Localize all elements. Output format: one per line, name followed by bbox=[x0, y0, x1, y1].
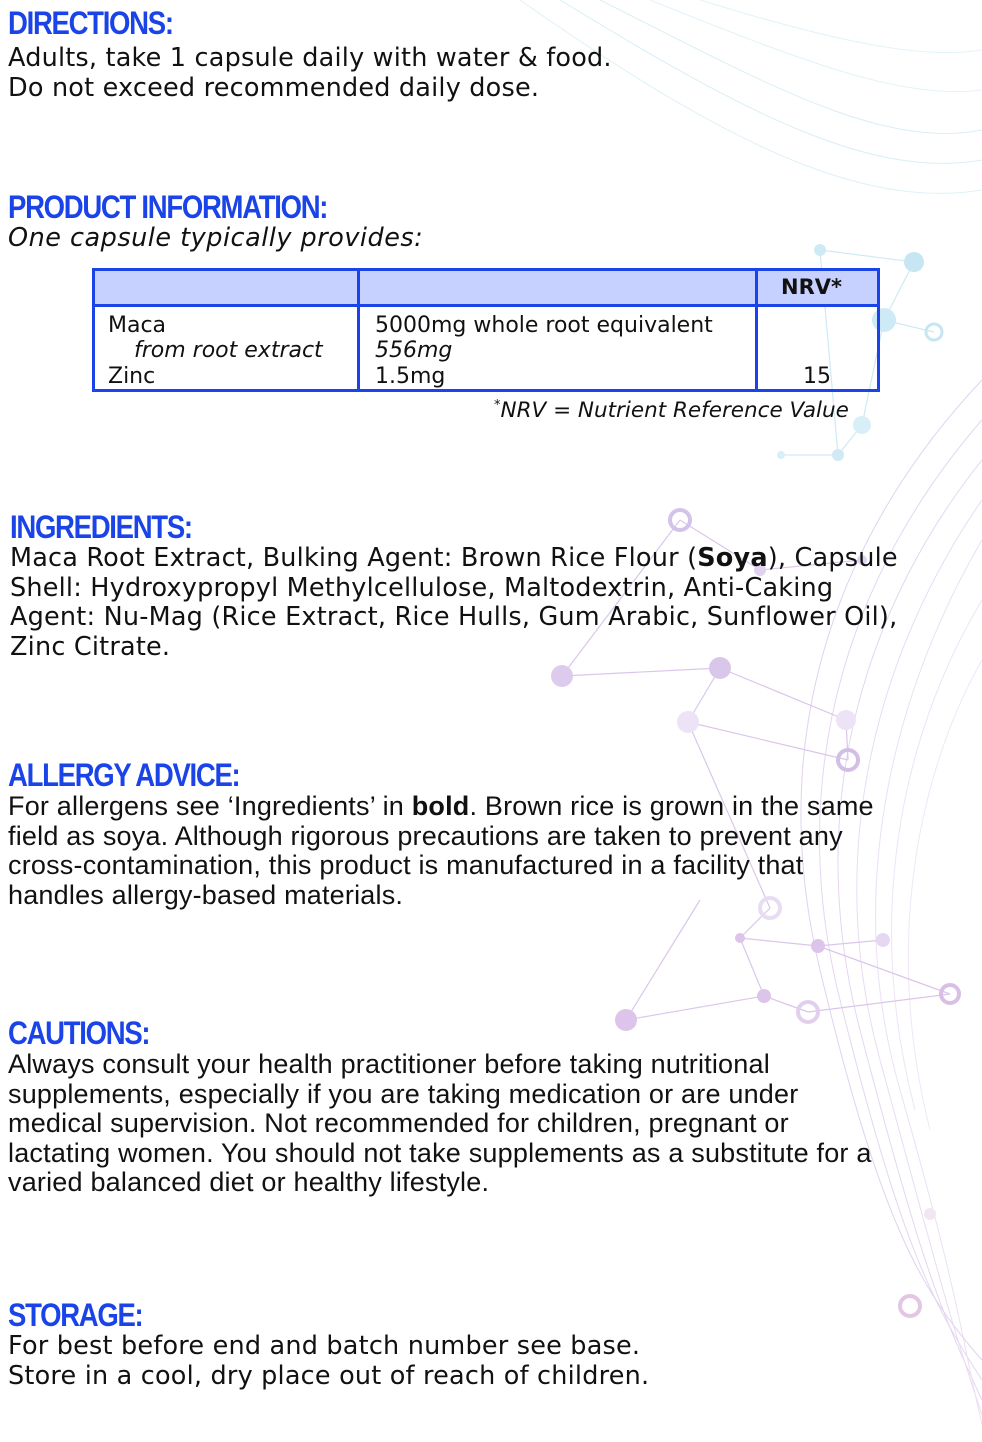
allergy-advice-line: handles allergy-based materials. bbox=[8, 879, 404, 910]
ingredients-section bbox=[10, 510, 898, 662]
ingredients-line: Agent: Nu-Mag (Rice Extract, Rice Hulls, Gum Arabic, Sunflower Oil), bbox=[10, 602, 898, 632]
nutrition-table bbox=[92, 268, 880, 392]
product-information-heading: PRODUCT INFORMATION: bbox=[8, 189, 328, 225]
directions-text bbox=[8, 44, 612, 103]
table-cell-amount: 556mg bbox=[375, 338, 453, 363]
footnote-mark: * bbox=[494, 398, 501, 413]
directions-heading: DIRECTIONS: bbox=[8, 5, 173, 41]
table-cell-amount: 1.5mg bbox=[375, 364, 446, 389]
cautions-heading: CAUTIONS: bbox=[8, 1015, 150, 1051]
storage-text bbox=[8, 1332, 649, 1391]
allergy-advice-line: cross-contamination, this product is manufactured in a facility that bbox=[8, 850, 804, 880]
table-cell-amount: 5000mg whole root equivalent bbox=[375, 313, 713, 338]
table-cell-nrv: 15 bbox=[803, 364, 831, 389]
storage-section bbox=[8, 1298, 649, 1391]
cautions-line: lactating women. You should not take supplements as a substitute for a bbox=[8, 1137, 872, 1168]
table-cell-name: Maca bbox=[108, 313, 167, 338]
cautions-section bbox=[8, 1016, 872, 1198]
ingredients-line: Zinc Citrate. bbox=[10, 631, 171, 662]
storage-heading: STORAGE: bbox=[8, 1297, 143, 1333]
allergy-advice-text bbox=[8, 792, 874, 910]
nrv-footnote bbox=[494, 398, 849, 423]
table-cell-name: from root extract bbox=[134, 338, 323, 363]
allergy-advice-heading: ALLERGY ADVICE: bbox=[8, 757, 240, 793]
directions-line: Adults, take 1 capsule daily with water & food. bbox=[8, 43, 612, 73]
product-information-section bbox=[8, 190, 423, 252]
table-column-divider bbox=[357, 271, 360, 389]
ingredients-line: Shell: Hydroxypropyl Methylcellulose, Maltodextrin, Anti-Caking bbox=[10, 572, 834, 603]
allergy-advice-line: field as soya. Although rigorous precautions are taken to prevent any bbox=[8, 820, 843, 851]
allergy-text-part: . Brown rice is grown in the same bbox=[469, 791, 874, 821]
table-header-divider bbox=[95, 304, 877, 307]
footnote-text: NRV = Nutrient Reference Value bbox=[500, 398, 849, 424]
allergy-advice-section bbox=[8, 758, 874, 910]
table-column-divider bbox=[755, 271, 758, 389]
bold-word: bold bbox=[411, 791, 470, 821]
product-information-subheading: One capsule typically provides: bbox=[8, 223, 424, 253]
allergen-soya: Soya bbox=[697, 543, 768, 573]
cautions-line: varied balanced diet or healthy lifestyle. bbox=[8, 1167, 490, 1197]
directions-line: Do not exceed recommended daily dose. bbox=[8, 72, 540, 103]
table-header-row bbox=[95, 271, 877, 304]
cautions-text bbox=[8, 1050, 872, 1198]
ingredients-text-part: Maca Root Extract, Bulking Agent: Brown Rice Flour ( bbox=[10, 543, 698, 573]
ingredients-text-part: ), Capsule bbox=[767, 543, 898, 573]
table-header-nrv: NRV* bbox=[781, 275, 842, 299]
table-cell-name: Zinc bbox=[108, 364, 156, 389]
cautions-line: Always consult your health practitioner before taking nutritional bbox=[8, 1049, 770, 1079]
cautions-line: medical supervision. Not recommended for children, pregnant or bbox=[8, 1108, 789, 1138]
ingredients-line bbox=[10, 544, 898, 574]
directions-section bbox=[8, 6, 612, 103]
storage-line: Store in a cool, dry place out of reach of children. bbox=[8, 1360, 650, 1391]
ingredients-text bbox=[10, 544, 898, 662]
ingredients-heading: INGREDIENTS: bbox=[10, 509, 192, 545]
cautions-line: supplements, especially if you are taking medication or are under bbox=[8, 1078, 799, 1109]
allergy-text-part: For allergens see ‘Ingredients’ in bbox=[8, 791, 412, 821]
storage-line: For best before end and batch number see base. bbox=[8, 1331, 641, 1361]
allergy-advice-line bbox=[8, 792, 874, 822]
